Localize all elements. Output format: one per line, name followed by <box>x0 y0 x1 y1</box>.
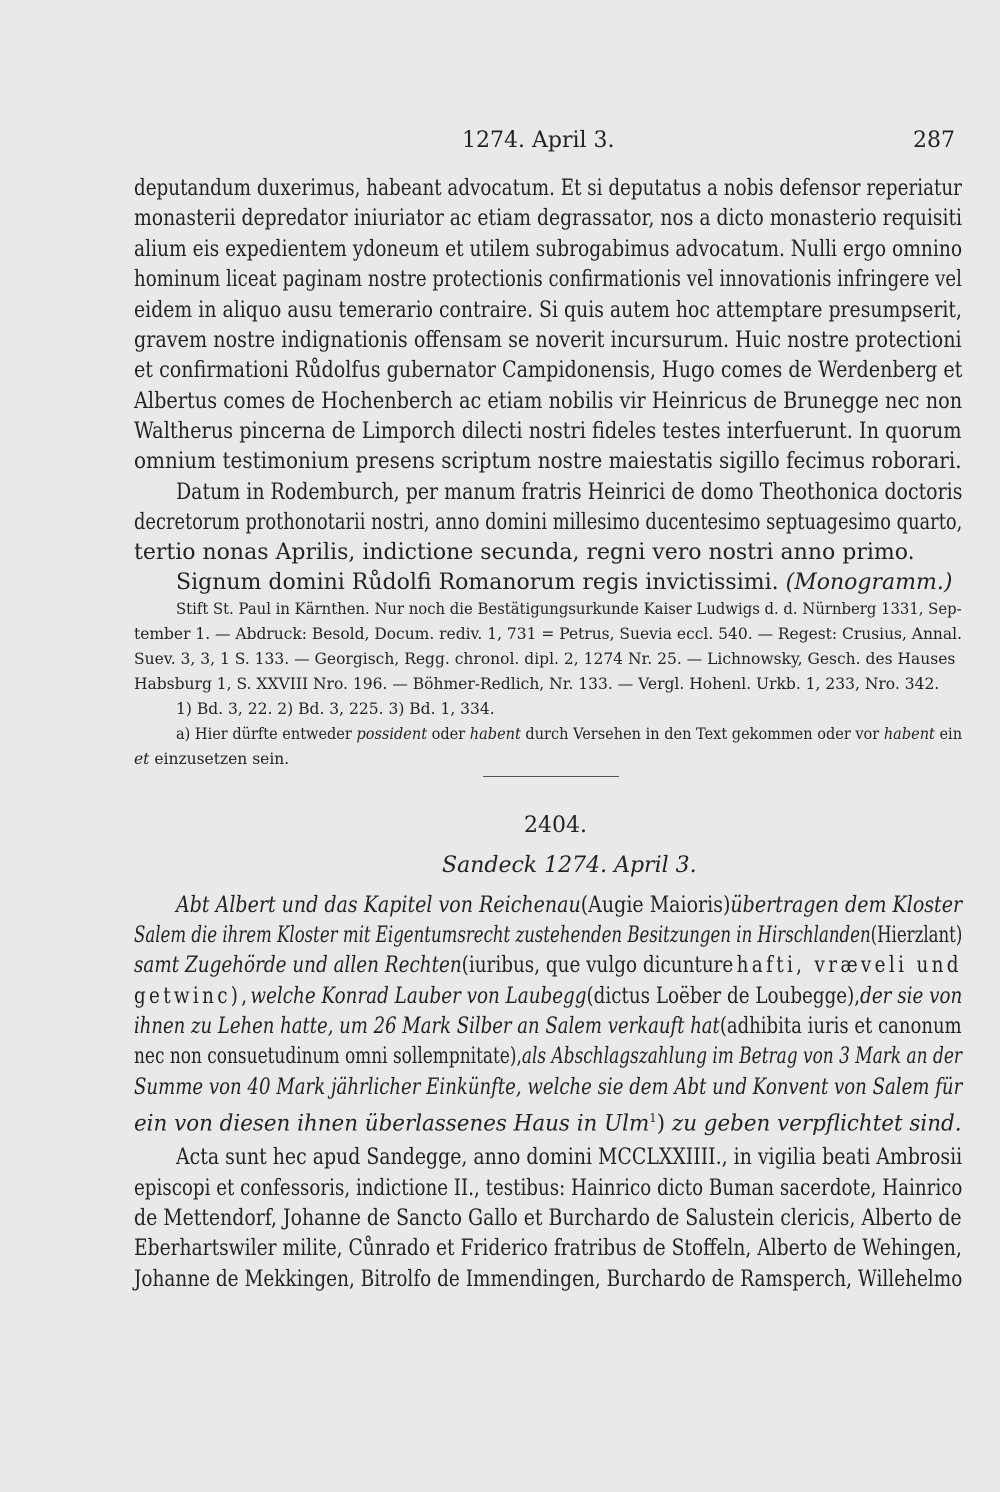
note-line: Suev. 3, 3, 1 S. 133. — Georgisch, Regg. chronol. dipl. 2, 1274 Nr. 25. — Lichnowsky, Gesch. des Hauses <box>134 650 956 668</box>
signum-line <box>176 568 952 598</box>
section-divider <box>483 776 619 777</box>
note-line: Habsburg 1, S. XXVIII Nro. 196. — Böhmer-Redlich, Nr. 133. — Vergl. Hohenl. Urkb. 1, 233, Nro. 342. <box>134 675 940 693</box>
regest-line: ihnen zu Lehen hatte, um 26 Mark Silber an Salem verkauft hat (adhibita iuris et canonum <box>134 1014 962 1039</box>
regest-line: nec non consuetudinum omni sollempnitate), als Abschlagszahlung im Betrag von 3 Mark an der <box>134 1044 962 1069</box>
text-line: eidem in aliquo ausu temerario contraire. Si quis autem hoc attemptare presumpserit, <box>134 298 962 323</box>
text-line: hominum liceat paginam nostre protectionis confirmationis vel innovationis infringere vel <box>134 267 962 292</box>
text-line: tertio nonas Aprilis, indictione secunda, regni vero nostri anno primo. <box>134 540 915 565</box>
footnote-a: a) Hier dürfte entweder possident oder habent durch Versehen in den Text gekommen oder vor habent ein <box>176 725 963 743</box>
place-date: Sandeck 1274. April 3. <box>442 853 697 878</box>
dating-clause: Datum in Rodemburch, per manum fratris Heinrici de domo Theothonica doctoris <box>176 480 963 505</box>
text-line: Johanne de Mekkingen, Bitrolfo de Immendingen, Burchardo de Ramsperch, Willehelmo <box>134 1267 963 1292</box>
footnote-a-cont: et einzusetzen sein. <box>134 750 290 768</box>
text-line: Albertus comes de Hochenberch ac etiam nobilis vir Heinricus de Brunegge nec non <box>134 389 963 414</box>
text-line: decretorum prothonotarii nostri, anno domini millesimo ducentesimo septuagesimo quarto, <box>134 510 963 535</box>
footnote-ref: 1 <box>649 1111 657 1125</box>
text-line: deputandum duxerimus, habeant advocatum. Et si deputatus a nobis defensor reperiatur <box>134 176 962 201</box>
text-line: gravem nostre indignationis offensam se noverit incursurum. Huic nostre protectioni <box>134 328 962 353</box>
text-line: Waltherus pincerna de Limporch dilecti nostri fideles testes interfuerunt. In quorum <box>134 419 962 444</box>
regest-line: Summe von 40 Mark jährlicher Einkünfte, welche sie dem Abt und Konvent von Salem für <box>134 1075 963 1100</box>
text-line: Acta sunt hec apud Sandegge, anno domini MCCLXXIIII., in vigilia beati Ambrosii <box>176 1145 963 1170</box>
text-line: et confirmationi Růdolfus gubernator Campidonensis, Hugo comes de Werdenberg et <box>134 358 963 383</box>
regest-line: ein von diesen ihnen überlassenes Haus in Ulm$^1$) zu geben verpflichtet sind. <box>134 1111 962 1137</box>
regest-line: samt Zugehörde und allen Rechten (iuribus, que vulgo dicuntur ehafti, vræveli und <box>134 953 962 978</box>
text-line: monasterii depredator iniuriator ac etiam degrassator, nos a dicto monasterio requisiti <box>134 206 962 231</box>
footnotes-numbered: 1) Bd. 3, 22. 2) Bd. 3, 225. 3) Bd. 1, 334. <box>176 700 495 718</box>
page-number: 287 <box>913 128 955 153</box>
note-line: Stift St. Paul in Kärnthen. Nur noch die Bestätigungsurkunde Kaiser Ludwigs d. d. Nürnberg 1331, Sep- <box>176 600 962 618</box>
text-line: de Mettendorf, Johanne de Sancto Gallo et Burchardo de Salustein clericis, Alberto de <box>134 1206 962 1231</box>
note-line: tember 1. — Abdruck: Besold, Docum. rediv. 1, 731 = Petrus, Suevia eccl. 540. — Regest: Crusius, Annal. <box>134 625 962 643</box>
text-line: omnium testimonium presens scriptum nostre maiestatis sigillo fecimus roborari. <box>134 449 962 474</box>
regest-line: Abt Albert und das Kapitel von Reichenau (Augie Maioris) übertragen dem Kloster <box>176 893 963 918</box>
text-line: alium eis expedientem ydoneum et utilem subrogabimus advocatum. Nulli ergo omnino <box>134 237 963 262</box>
running-head-date: 1274. April 3. <box>462 128 615 153</box>
monogram-note: (Monogramm.) <box>785 570 953 595</box>
regest-line: getwinc), welche Konrad Lauber von Laubegg (dictus Loëber de Loubegge), der sie von <box>134 984 963 1009</box>
regest-line: Salem die ihrem Kloster mit Eigentumsrecht zustehenden Besitzungen in Hirschlanden (Hierzlant) <box>134 923 963 948</box>
text-line: Eberhartswiler milite, Cůnrado et Friderico fratribus de Stoffeln, Alberto de Wehingen, <box>134 1236 962 1261</box>
document-number: 2404. <box>524 813 587 838</box>
text-line: episcopi et confessoris, indictione II., testibus: Hainrico dicto Buman sacerdote, Hainrico <box>134 1176 963 1201</box>
signum-text: Signum domini Růdolfi Romanorum regis invictissimi. <box>176 570 779 595</box>
